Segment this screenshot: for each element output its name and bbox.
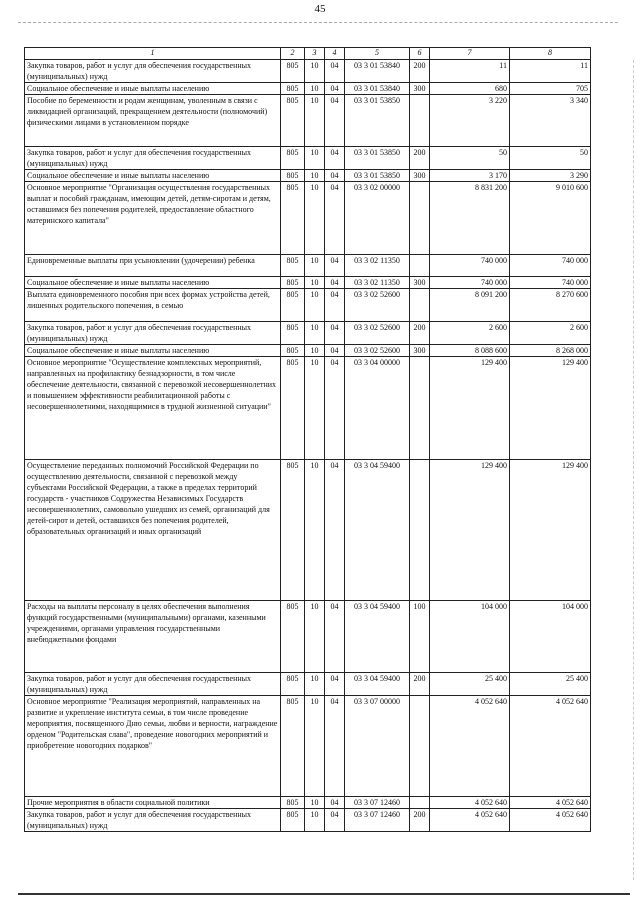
row-label: Закупка товаров, работ и услуг для обеспечения государственных (муниципальных) нужд [25, 147, 281, 170]
amount-year-1: 2 600 [430, 322, 510, 345]
table-row [25, 696, 591, 797]
section-code: 10 [305, 95, 325, 147]
column-number: 3 [305, 48, 325, 60]
section-code: 10 [305, 357, 325, 460]
row-label: Основное мероприятие "Организация осуществления государственных выплат и пособий гражданам, имеющим детей, детям-сиротам и детям, оставшимся без попечения родителей, предоставление областного материнского капитала" [25, 182, 281, 255]
column-number: 2 [281, 48, 305, 60]
ministry-code: 805 [281, 277, 305, 289]
amount-year-1: 8 088 600 [430, 345, 510, 357]
section-code: 10 [305, 809, 325, 832]
ministry-code: 805 [281, 797, 305, 809]
row-label: Единовременные выплаты при усыновлении (удочерении) ребенка [25, 255, 281, 277]
column-number: 4 [325, 48, 345, 60]
column-number-row [25, 48, 591, 60]
section-code: 10 [305, 182, 325, 255]
expense-type-code [410, 797, 430, 809]
table-row [25, 83, 591, 95]
target-item-code: 03 3 02 52600 [345, 345, 410, 357]
expense-type-code [410, 696, 430, 797]
section-code: 10 [305, 147, 325, 170]
row-label: Осуществление переданных полномочий Российской Федерации по осуществлению деятельности, связанной с перевозкой между субъектами Российской Федерации, а также в пределах территорий государств - участников Содружества Независимых Государств несовершеннолетних, самовольно ушедших из семей, организаций для детей-сирот и детей, оставшихся без попечения родителей, образовательных организаций и иных организаций [25, 460, 281, 601]
row-label: Закупка товаров, работ и услуг для обеспечения государственных (муниципальных) нужд [25, 60, 281, 83]
ministry-code: 805 [281, 182, 305, 255]
target-item-code: 03 3 02 00000 [345, 182, 410, 255]
expense-type-code: 300 [410, 277, 430, 289]
section-code: 10 [305, 170, 325, 182]
subsection-code: 04 [325, 322, 345, 345]
expense-type-code: 200 [410, 147, 430, 170]
target-item-code: 03 3 04 00000 [345, 357, 410, 460]
target-item-code: 03 3 02 52600 [345, 289, 410, 322]
table-row [25, 147, 591, 170]
amount-year-1: 129 400 [430, 460, 510, 601]
section-code: 10 [305, 797, 325, 809]
amount-year-2: 3 290 [510, 170, 591, 182]
ministry-code: 805 [281, 147, 305, 170]
row-label: Социальное обеспечение и иные выплаты населению [25, 277, 281, 289]
table-row [25, 673, 591, 696]
subsection-code: 04 [325, 357, 345, 460]
amount-year-2: 8 270 600 [510, 289, 591, 322]
target-item-code: 03 3 04 59400 [345, 601, 410, 673]
row-label: Закупка товаров, работ и услуг для обеспечения государственных (муниципальных) нужд [25, 673, 281, 696]
target-item-code: 03 3 01 53850 [345, 95, 410, 147]
expense-type-code [410, 289, 430, 322]
column-number: 5 [345, 48, 410, 60]
amount-year-1: 129 400 [430, 357, 510, 460]
subsection-code: 04 [325, 147, 345, 170]
top-rule [18, 22, 618, 23]
ministry-code: 805 [281, 345, 305, 357]
section-code: 10 [305, 696, 325, 797]
ministry-code: 805 [281, 696, 305, 797]
expense-type-code: 200 [410, 673, 430, 696]
row-label: Прочие мероприятия в области социальной политики [25, 797, 281, 809]
amount-year-1: 4 052 640 [430, 809, 510, 832]
amount-year-1: 104 000 [430, 601, 510, 673]
table-row [25, 60, 591, 83]
amount-year-2: 11 [510, 60, 591, 83]
ministry-code: 805 [281, 357, 305, 460]
expense-type-code: 200 [410, 60, 430, 83]
section-code: 10 [305, 673, 325, 696]
page-number: 45 [314, 3, 326, 15]
expense-type-code: 300 [410, 345, 430, 357]
row-label: Социальное обеспечение и иные выплаты населению [25, 170, 281, 182]
row-label: Закупка товаров, работ и услуг для обеспечения государственных (муниципальных) нужд [25, 809, 281, 832]
amount-year-2: 104 000 [510, 601, 591, 673]
amount-year-2: 4 052 640 [510, 809, 591, 832]
section-code: 10 [305, 83, 325, 95]
subsection-code: 04 [325, 255, 345, 277]
table-row [25, 277, 591, 289]
row-label: Выплата единовременного пособия при всех формах устройства детей, лишенных родительского попечения, в семью [25, 289, 281, 322]
ministry-code: 805 [281, 289, 305, 322]
row-label: Основное мероприятие "Реализация мероприятий, направленных на развитие и укрепление института семьи, в том числе проведение мероприятия, посвященного Дню семьи, любви и верности, награждение орденом "Родительская слава", проведение новогодних мероприятий и приобретение новогодних подарков" [25, 696, 281, 797]
target-item-code: 03 3 01 53850 [345, 170, 410, 182]
expense-type-code: 100 [410, 601, 430, 673]
amount-year-2: 50 [510, 147, 591, 170]
column-number: 8 [510, 48, 591, 60]
section-code: 10 [305, 322, 325, 345]
subsection-code: 04 [325, 696, 345, 797]
amount-year-2: 740 000 [510, 277, 591, 289]
amount-year-1: 8 831 200 [430, 182, 510, 255]
right-margin-rule [633, 60, 634, 880]
column-number: 7 [430, 48, 510, 60]
amount-year-2: 4 052 640 [510, 797, 591, 809]
table-row [25, 460, 591, 601]
ministry-code: 805 [281, 673, 305, 696]
subsection-code: 04 [325, 460, 345, 601]
table-row [25, 95, 591, 147]
amount-year-2: 129 400 [510, 357, 591, 460]
bottom-rule [18, 893, 630, 895]
expense-type-code: 300 [410, 83, 430, 95]
amount-year-2: 740 000 [510, 255, 591, 277]
amount-year-2: 4 052 640 [510, 696, 591, 797]
amount-year-1: 740 000 [430, 255, 510, 277]
amount-year-2: 2 600 [510, 322, 591, 345]
section-code: 10 [305, 289, 325, 322]
subsection-code: 04 [325, 345, 345, 357]
target-item-code: 03 3 01 53840 [345, 60, 410, 83]
amount-year-1: 11 [430, 60, 510, 83]
budget-table [24, 47, 591, 832]
ministry-code: 805 [281, 460, 305, 601]
target-item-code: 03 3 07 12460 [345, 809, 410, 832]
subsection-code: 04 [325, 601, 345, 673]
table-row [25, 357, 591, 460]
column-number: 6 [410, 48, 430, 60]
amount-year-1: 25 400 [430, 673, 510, 696]
section-code: 10 [305, 601, 325, 673]
target-item-code: 03 3 07 00000 [345, 696, 410, 797]
ministry-code: 805 [281, 322, 305, 345]
target-item-code: 03 3 02 11350 [345, 277, 410, 289]
subsection-code: 04 [325, 797, 345, 809]
amount-year-2: 8 268 000 [510, 345, 591, 357]
table-row [25, 809, 591, 832]
table-row [25, 797, 591, 809]
target-item-code: 03 3 07 12460 [345, 797, 410, 809]
target-item-code: 03 3 01 53840 [345, 83, 410, 95]
subsection-code: 04 [325, 170, 345, 182]
section-code: 10 [305, 345, 325, 357]
subsection-code: 04 [325, 277, 345, 289]
ministry-code: 805 [281, 95, 305, 147]
ministry-code: 805 [281, 601, 305, 673]
ministry-code: 805 [281, 255, 305, 277]
amount-year-1: 4 052 640 [430, 797, 510, 809]
subsection-code: 04 [325, 95, 345, 147]
amount-year-2: 3 340 [510, 95, 591, 147]
amount-year-2: 129 400 [510, 460, 591, 601]
table-row [25, 345, 591, 357]
target-item-code: 03 3 04 59400 [345, 673, 410, 696]
expense-type-code [410, 357, 430, 460]
amount-year-1: 50 [430, 147, 510, 170]
table-row [25, 322, 591, 345]
section-code: 10 [305, 60, 325, 83]
ministry-code: 805 [281, 809, 305, 832]
row-label: Пособие по беременности и родам женщинам, уволенным в связи с ликвидацией организаций, прекращением деятельности (полномочий) физическими лицами в установленном порядке [25, 95, 281, 147]
section-code: 10 [305, 255, 325, 277]
row-label: Социальное обеспечение и иные выплаты населению [25, 345, 281, 357]
amount-year-2: 25 400 [510, 673, 591, 696]
target-item-code: 03 3 02 52600 [345, 322, 410, 345]
amount-year-1: 8 091 200 [430, 289, 510, 322]
amount-year-1: 4 052 640 [430, 696, 510, 797]
amount-year-2: 9 010 600 [510, 182, 591, 255]
row-label: Закупка товаров, работ и услуг для обеспечения государственных (муниципальных) нужд [25, 322, 281, 345]
amount-year-1: 680 [430, 83, 510, 95]
expense-type-code [410, 182, 430, 255]
amount-year-1: 3 220 [430, 95, 510, 147]
table-row [25, 601, 591, 673]
table-row [25, 289, 591, 322]
subsection-code: 04 [325, 809, 345, 832]
section-code: 10 [305, 277, 325, 289]
target-item-code: 03 3 02 11350 [345, 255, 410, 277]
row-label: Расходы на выплаты персоналу в целях обеспечения выполнения функций государственными (муниципальными) органами, казенными учреждениями, органами управления государственными внебюджетными фондами [25, 601, 281, 673]
row-label: Основное мероприятие "Осуществление комплексных мероприятий, направленных на профилактику безнадзорности, в том числе обеспечение деятельности, связанной с перевозкой несовершеннолетних и повышением эффективности реабилитационной работы с несовершеннолетними, находящимися в трудной жизненной ситуации" [25, 357, 281, 460]
section-code: 10 [305, 460, 325, 601]
target-item-code: 03 3 01 53850 [345, 147, 410, 170]
ministry-code: 805 [281, 83, 305, 95]
expense-type-code [410, 95, 430, 147]
subsection-code: 04 [325, 60, 345, 83]
subsection-code: 04 [325, 673, 345, 696]
amount-year-1: 740 000 [430, 277, 510, 289]
expense-type-code: 200 [410, 322, 430, 345]
ministry-code: 805 [281, 170, 305, 182]
amount-year-1: 3 170 [430, 170, 510, 182]
expense-type-code: 300 [410, 170, 430, 182]
amount-year-2: 705 [510, 83, 591, 95]
expense-type-code [410, 255, 430, 277]
subsection-code: 04 [325, 83, 345, 95]
expense-type-code: 200 [410, 809, 430, 832]
subsection-code: 04 [325, 182, 345, 255]
table-row [25, 255, 591, 277]
table-row [25, 182, 591, 255]
column-number: 1 [25, 48, 281, 60]
subsection-code: 04 [325, 289, 345, 322]
target-item-code: 03 3 04 59400 [345, 460, 410, 601]
ministry-code: 805 [281, 60, 305, 83]
table-row [25, 170, 591, 182]
expense-type-code [410, 460, 430, 601]
row-label: Социальное обеспечение и иные выплаты населению [25, 83, 281, 95]
